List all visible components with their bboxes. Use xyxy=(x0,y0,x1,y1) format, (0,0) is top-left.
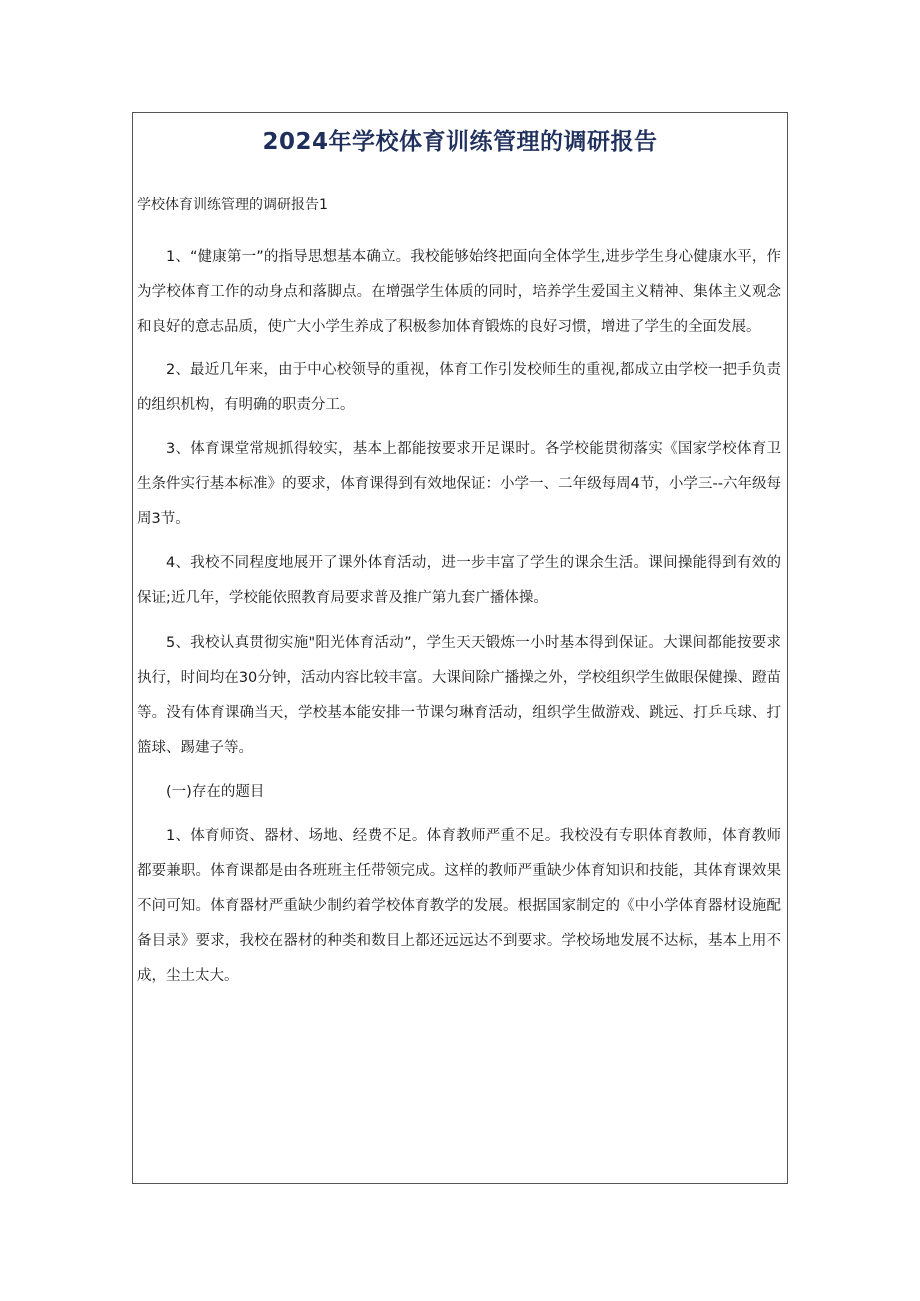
paragraph-sunshine-sports: 5、我校认真贯彻实施"阳光体育活动”，学生天天锻炼一小时基本得到保证。大课间都能按要求执行，时间均在30分钟，活动内容比较丰富。大课间除广播操之外，学校组织学生做眼保健操、蹬苗等。没有体育课确当天，学校基本能安排一节课匀琳育活动，组织学生做游戏、跳远、打乒乓球、打篮球、踢建子等。 xyxy=(137,635,781,756)
paragraph-class-routine: 3、体育课堂常规抓得较实，基本上都能按要求开足课时。各学校能贯彻落实《国家学校体育卫生条件实行基本标准》的要求，体育课得到有效地保证：小学一、二年级每周4节，小学三--六年级每周3节。 xyxy=(137,441,781,527)
document-page xyxy=(132,112,788,1184)
document-body xyxy=(133,193,787,994)
paragraph-health-first: 1、“健康第一”的指导思想基本确立。我校能够始终把面向全体学生,进步学生身心健康水平，作为学校体育工作的动身点和落脚点。在增强学生体质的同时，培养学生爱国主义精神、集体主义观念和良好的意志品质，使广大小学生养成了积极参加体育锻炼的良好习惯，增进了学生的全面发展。 xyxy=(137,249,781,335)
section-heading-problems: (一)存在的题目 xyxy=(166,784,265,800)
report-subtitle: 学校体育训练管理的调研报告1 xyxy=(137,197,328,213)
document-title: 2024年学校体育训练管理的调研报告 xyxy=(262,129,658,155)
paragraph-resources-shortage: 1、体育师资、器材、场地、经费不足。体育教师严重不足。我校没有专职体育教师，体育教师都要兼职。体育课都是由各班班主任带领完成。这样的教师严重缺少体育知识和技能，其体育课效果不问可知。体育器材严重缺少制约着学校体育教学的发展。根据国家制定的《中小学体育器材设施配备目录》要求，我校在器材的种类和数目上都还远远达不到要求。学校场地发展不达标，基本上用不成，尘土太大。 xyxy=(137,828,781,984)
paragraph-extracurricular: 4、我校不同程度地展开了课外体育活动，进一步丰富了学生的课余生活。课间操能得到有效的保证;近几年，学校能依照教育局要求普及推广第九套广播体操。 xyxy=(137,555,781,606)
paragraph-leadership: 2、最近几年来，由于中心校领导的重视，体育工作引发校师生的重视,都成立由学校一把手负责的组织机构，有明确的职责分工。 xyxy=(137,362,781,413)
